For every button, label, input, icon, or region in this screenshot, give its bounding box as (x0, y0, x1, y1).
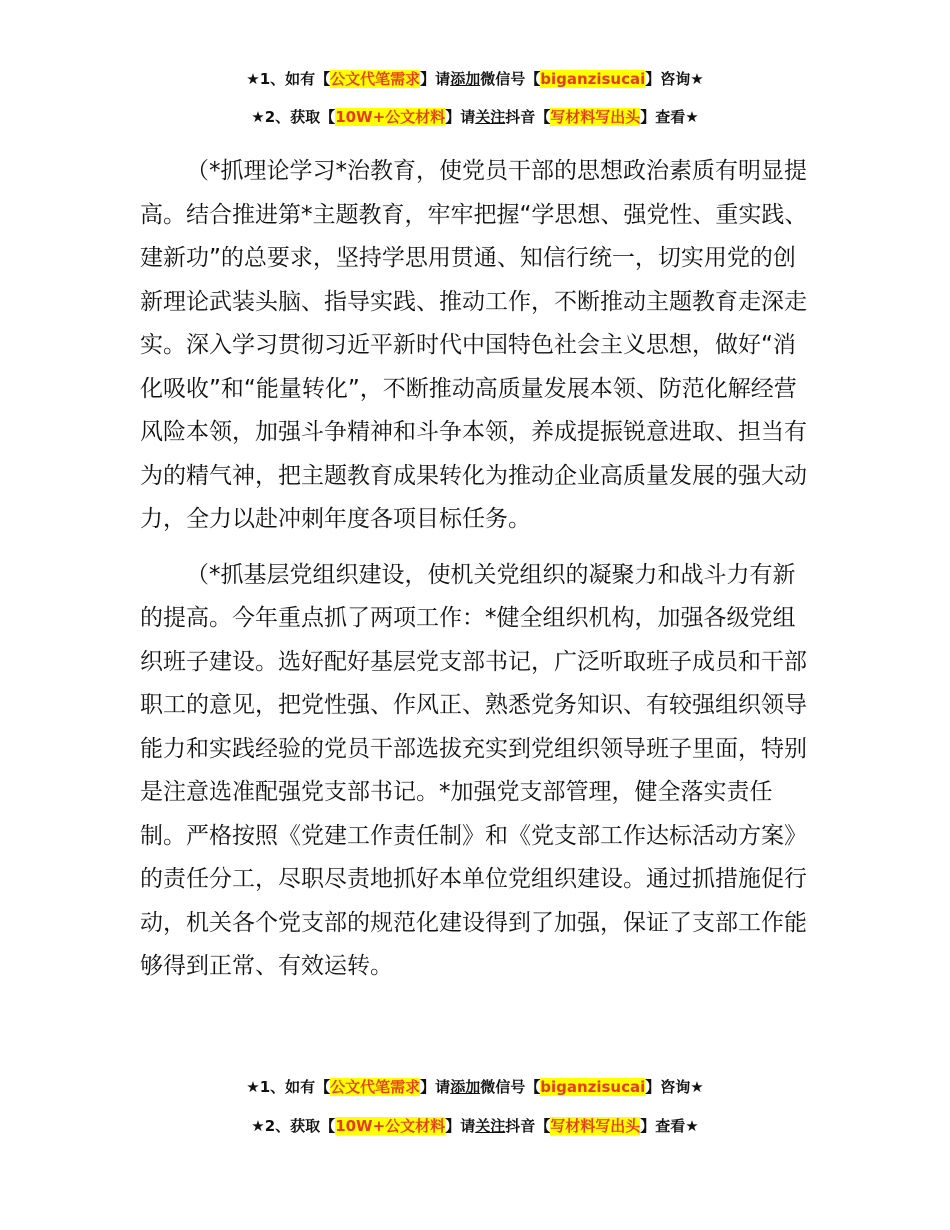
body-paragraph: （*抓基层党组织建设，使机关党组织的凝聚力和战斗力有新的提高。今年重点抓了两项工作：*健全组织机构，加强各级党组织班子建设。选好配好基层党支部书记，广泛听取班子成员和干部职工的意见，把党性强、作风正、熟悉党务知识、有较强组织领导能力和实践经验的党员干部选拔充实到党组织领导班子里面，特别是注意选准配强党支部书记。*加强党支部管理，健全落实责任制。严格按照《党建工作责任制》和《党支部工作达标活动方案》的责任分工，尽职尽责地抓好本单位党组织建设。通过抓措施促行动，机关各个党支部的规范化建设得到了加强，保证了支部工作能够得到正常、有效运转。 (140, 561, 807, 979)
document-body (140, 150, 812, 989)
promo-underlined: 添加 (450, 1078, 481, 1096)
promo-prefix: ★1、如有【 (246, 1078, 331, 1096)
promo-highlight: 写材料写出头 (550, 108, 641, 126)
promo-text: 抖音【 (505, 1117, 551, 1135)
promo-text: 】请 (420, 70, 451, 88)
header-promo-line-2 (0, 106, 950, 128)
promo-text: 微信号【 (480, 1078, 541, 1096)
promo-text: 抖音【 (505, 108, 551, 126)
promo-underlined: 关注 (475, 1117, 506, 1135)
footer-promo-line-1 (0, 1076, 950, 1098)
promo-suffix: 】查看★ (640, 108, 699, 126)
promo-highlight: 10W+公文材料 (335, 1117, 446, 1135)
promo-suffix: 】咨询★ (645, 70, 704, 88)
header-promo-line-1 (0, 68, 950, 90)
promo-text: 】请 (445, 108, 476, 126)
promo-highlight: biganzisucai (540, 70, 646, 88)
promo-highlight: 写材料写出头 (550, 1117, 641, 1135)
promo-highlight: 10W+公文材料 (335, 108, 446, 126)
promo-suffix: 】咨询★ (645, 1078, 704, 1096)
promo-highlight: 公文代笔需求 (330, 70, 421, 88)
promo-underlined: 关注 (475, 108, 506, 126)
promo-text: 】请 (445, 1117, 476, 1135)
promo-text: 微信号【 (480, 70, 541, 88)
promo-underlined: 添加 (450, 70, 481, 88)
promo-highlight: 公文代笔需求 (330, 1078, 421, 1096)
promo-prefix: ★2、获取【 (251, 1117, 336, 1135)
footer-promo-line-2 (0, 1115, 950, 1137)
body-paragraph: （*抓理论学习*治教育，使党员干部的思想政治素质有明显提高。结合推进第*主题教育，牢牢把握“学思想、强党性、重实践、建新功”的总要求，坚持学思用贯通、知信行统一，切实用党的创新理论武装头脑、指导实践、推动工作，不断推动主题教育走深走实。深入学习贯彻习近平新时代中国特色社会主义思想，做好“消化吸收”和“能量转化”，不断推动高质量发展本领、防范化解经营风险本领，加强斗争精神和斗争本领，养成提振锐意进取、担当有为的精气神，把主题教育成果转化为推动企业高质量发展的强大动力，全力以赴冲刺年度各项目标任务。 (140, 158, 808, 532)
promo-prefix: ★1、如有【 (246, 70, 331, 88)
promo-text: 】请 (420, 1078, 451, 1096)
promo-prefix: ★2、获取【 (251, 108, 336, 126)
promo-suffix: 】查看★ (640, 1117, 699, 1135)
promo-highlight: biganzisucai (540, 1078, 646, 1096)
